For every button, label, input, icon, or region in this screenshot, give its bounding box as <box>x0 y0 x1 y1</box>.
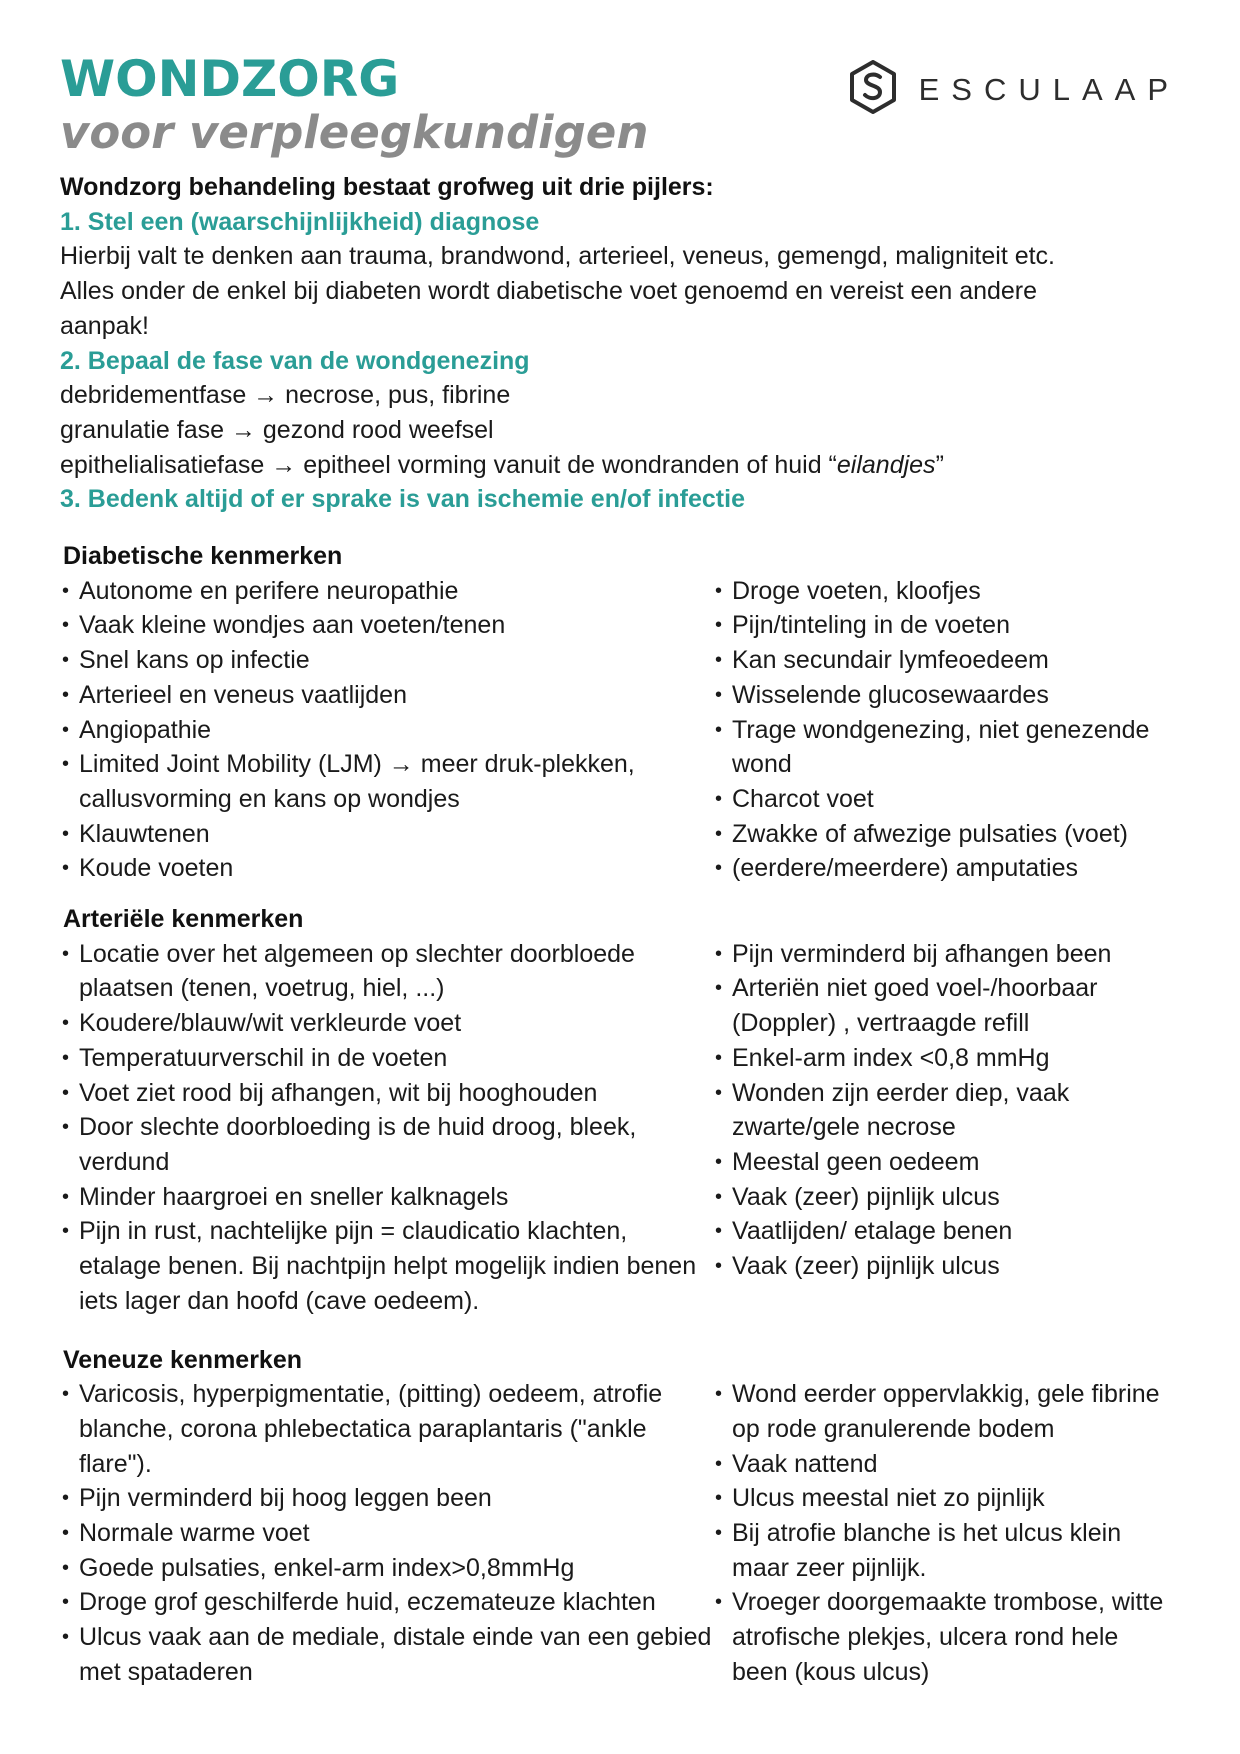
list-item: • Ulcus vaak aan de mediale, distale einde van een gebied met spataderen <box>60 1620 713 1689</box>
veneus-columns <box>60 1377 1180 1689</box>
step-1-text-3: aanpak! <box>60 311 149 340</box>
list-item: • Temperatuurverschil in de voeten <box>60 1041 713 1076</box>
section-title-arterieel: Arteriële kenmerken <box>63 905 304 934</box>
list-item: • Arteriën niet goed voel-/hoorbaar (Doppler) , vertraagde refill <box>713 971 1180 1040</box>
list-item: • Pijn verminderd bij hoog leggen been <box>60 1481 713 1516</box>
list-item: • Trage wondgenezing, niet genezende wond <box>713 713 1180 782</box>
list-item: • Zwakke of afwezige pulsaties (voet) <box>713 817 1180 852</box>
list-item: • Wond eerder oppervlakkig, gele fibrine op rode granulerende bodem <box>713 1377 1180 1446</box>
list-item: • Normale warme voet <box>60 1516 713 1551</box>
step-3-title: 3. Bedenk altijd of er sprake is van ischemie en/of infectie <box>60 485 745 514</box>
list-item: • Wonden zijn eerder diep, vaak zwarte/gele necrose <box>713 1076 1180 1145</box>
list-item: • Klauwtenen <box>60 817 713 852</box>
list-item: • Enkel-arm index <0,8 mmHg <box>713 1041 1180 1076</box>
list-item: • Ulcus meestal niet zo pijnlijk <box>713 1481 1180 1516</box>
list-item: • Vaak kleine wondjes aan voeten/tenen <box>60 608 713 643</box>
list-item: • Door slechte doorbloeding is de huid droog, bleek, verdund <box>60 1110 713 1179</box>
step-1-title: 1. Stel een (waarschijnlijkheid) diagnose <box>60 207 540 236</box>
list-item: • Meestal geen oedeem <box>713 1145 1180 1180</box>
list-item: • Droge grof geschilferde huid, eczemateuze klachten <box>60 1585 713 1620</box>
list-item: • Snel kans op infectie <box>60 643 713 678</box>
esculaap-logo <box>849 60 1180 119</box>
list-item: • Vaak (zeer) pijnlijk ulcus <box>713 1180 1180 1215</box>
diabetisch-list-right <box>713 574 1180 886</box>
list-item: • Pijn verminderd bij afhangen been <box>713 937 1180 972</box>
list-item: • Bij atrofie blanche is het ulcus klein maar zeer pijnlijk. <box>713 1516 1180 1585</box>
intro-lead: Wondzorg behandeling bestaat grofweg uit drie pijlers: <box>60 173 714 201</box>
logo-text: ESCULAAP <box>918 71 1180 107</box>
step-1-text-1: Hierbij valt te denken aan trauma, brandwond, arterieel, veneus, gemengd, maligniteit etc. <box>60 242 1056 271</box>
list-item: • Koude voeten <box>60 851 713 886</box>
veneus-list-left <box>60 1377 713 1689</box>
list-item: • Arterieel en veneus vaatlijden <box>60 678 713 713</box>
section-title-veneus: Veneuze kenmerken <box>63 1345 303 1374</box>
list-item: • Voet ziet rood bij afhangen, wit bij hooghouden <box>60 1076 713 1111</box>
list-item: • Autonome en perifere neuropathie <box>60 574 713 609</box>
arterieel-list-left <box>60 937 713 1319</box>
list-item: • Vroeger doorgemaakte trombose, witte atrofische plekjes, ulcera rond hele been (kous ulcus) <box>713 1585 1180 1689</box>
esculaap-logo-icon <box>849 60 897 119</box>
list-item: • Pijn in rust, nachtelijke pijn = claudicatio klachten, etalage benen. Bij nachtpijn helpt mogelijk indien benen iets lager dan hoofd (cave oedeem). <box>60 1214 713 1318</box>
step-1-text-2: Alles onder de enkel bij diabeten wordt diabetische voet genoemd en vereist een andere <box>60 277 1038 306</box>
list-item: • Pijn/tinteling in de voeten <box>713 608 1180 643</box>
arterieel-list-right <box>713 937 1180 1319</box>
list-item: • Charcot voet <box>713 782 1180 817</box>
header <box>60 52 1180 170</box>
section-title-diabetisch: Diabetische kenmerken <box>63 542 343 571</box>
diabetisch-columns <box>60 574 1180 886</box>
list-item: • Droge voeten, kloofjes <box>713 574 1180 609</box>
section-veneus <box>60 1343 1180 1690</box>
step-2-line-3-close: ” <box>935 450 944 479</box>
intro <box>60 170 1180 517</box>
list-item: • Angiopathie <box>60 713 713 748</box>
step-2-line-2: granulatie fase → gezond rood weefsel <box>60 415 494 444</box>
list-item: • Minder haargroei en sneller kalknagels <box>60 1180 713 1215</box>
page-subtitle: voor verpleegkundigen <box>60 106 649 159</box>
step-2-title: 2. Bepaal de fase van de wondgenezing <box>60 346 530 375</box>
veneus-list-right <box>713 1377 1180 1689</box>
list-item: • Koudere/blauw/wit verkleurde voet <box>60 1006 713 1041</box>
list-item: • (eerdere/meerdere) amputaties <box>713 851 1180 886</box>
list-item: • Vaak (zeer) pijnlijk ulcus <box>713 1249 1180 1284</box>
step-2-line-3-emphasis: eilandjes <box>836 450 936 479</box>
list-item: • Varicosis, hyperpigmentatie, (pitting) oedeem, atrofie blanche, corona phlebectatica paraplantaris ("ankle flare"). <box>60 1377 713 1481</box>
list-item: • Kan secundair lymfeoedeem <box>713 643 1180 678</box>
list-item: • Vaak nattend <box>713 1447 1180 1482</box>
list-item: • Locatie over het algemeen op slechter doorbloede plaatsen (tenen, voetrug, hiel, ...) <box>60 937 713 1006</box>
page-title: WONDZORG <box>60 50 400 108</box>
list-item: • Goede pulsaties, enkel-arm index>0,8mmHg <box>60 1551 713 1586</box>
page <box>60 52 1180 1690</box>
list-item: • Limited Joint Mobility (LJM) → meer druk-plekken, callusvorming en kans op wondjes <box>60 747 713 816</box>
step-2-line-1: debridementfase → necrose, pus, fibrine <box>60 381 511 410</box>
section-arterieel <box>60 902 1180 1318</box>
step-2-line-3-text: epithelialisatiefase → epitheel vorming vanuit de wondranden of huid “ <box>60 450 837 479</box>
list-item: • Wisselende glucosewaardes <box>713 678 1180 713</box>
diabetisch-list-left <box>60 574 713 886</box>
section-diabetisch <box>60 539 1180 886</box>
step-2-line-3 <box>60 448 1180 483</box>
list-item: • Vaatlijden/ etalage benen <box>713 1214 1180 1249</box>
arterieel-columns <box>60 937 1180 1319</box>
